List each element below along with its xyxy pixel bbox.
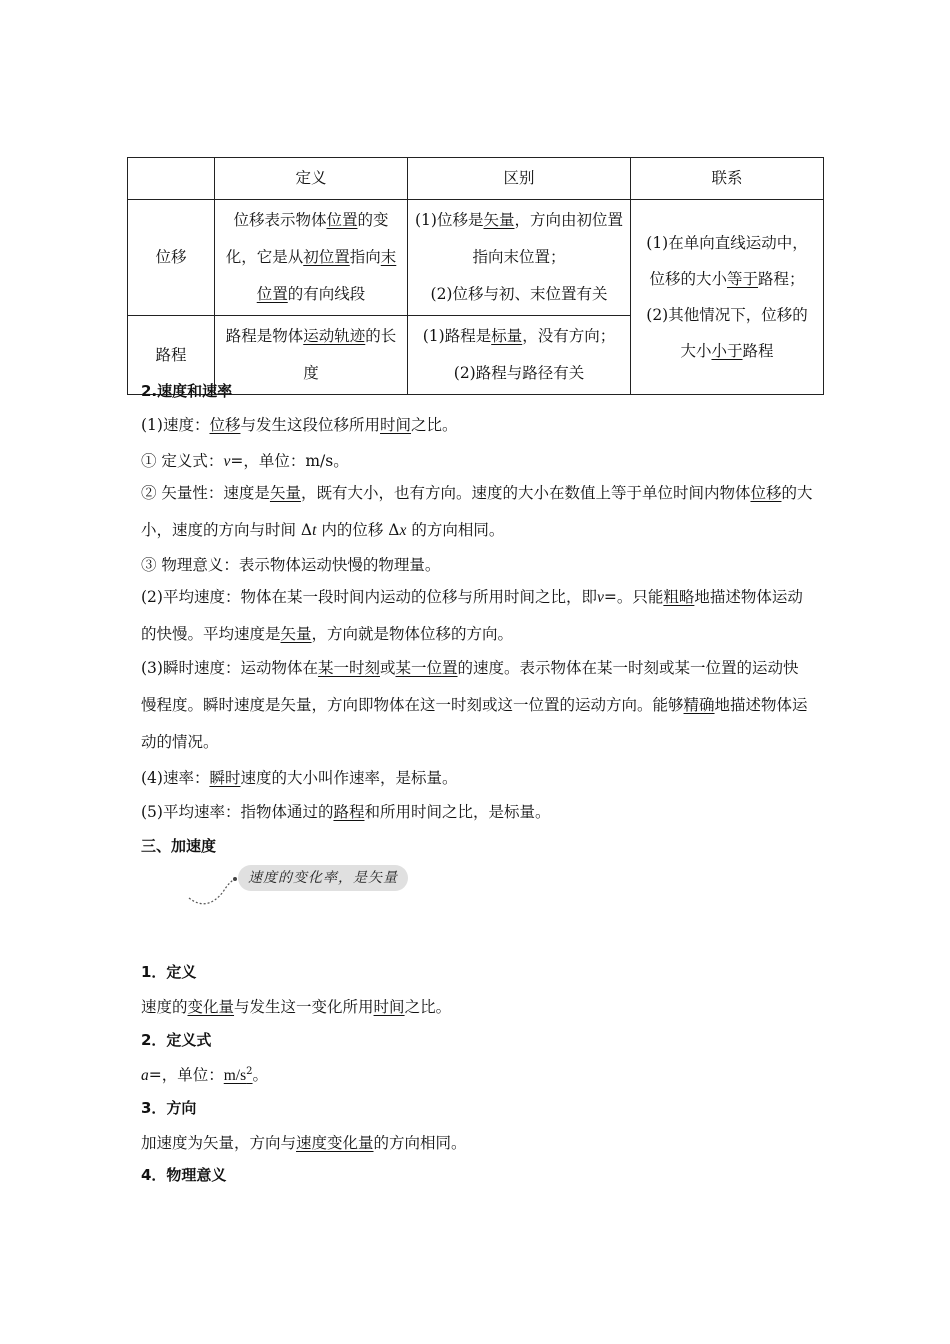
speed-formula: ① 定义式：v=，单位：m/s。	[141, 452, 349, 470]
table-row-displacement	[128, 200, 824, 316]
heading-direction: 3．方向	[141, 1099, 197, 1117]
section-heading-acceleration: 三、加速度	[141, 837, 217, 855]
header-definition: 定义	[215, 158, 408, 200]
header-relation: 联系	[631, 158, 824, 200]
displacement-difference: (1)位移是矢量，方向由初位置指向末位置； (2)位移与初、末位置有关	[408, 200, 631, 316]
speed-physical-meaning: ③ 物理意义：表示物体运动快慢的物理量。	[141, 556, 441, 574]
speed-vector-property: ② 矢量性：速度是矢量，既有大小，也有方向。速度的大小在数值上等于单位时间内物体位移的大小，速度的方向与时间 Δt 内的位移 Δx 的方向相同。	[141, 484, 813, 539]
comparison-table	[127, 157, 824, 395]
speed-rate: (4)速率：瞬时速度的大小叫作速率，是标量。	[141, 769, 458, 787]
instantaneous-velocity: (3)瞬时速度：运动物体在某一时刻或某一位置的速度。表示物体在某一时刻或某一位置的运动快慢程度。瞬时速度是矢量，方向即物体在这一时刻或这一位置的运动方向。能够精确地描述物体运动的情况。	[141, 659, 808, 751]
heading-formula: 2．定义式	[141, 1031, 212, 1049]
heading-physical-meaning: 4．物理意义	[141, 1166, 227, 1184]
header-difference: 区别	[408, 158, 631, 200]
row-label-distance: 路程	[128, 316, 215, 395]
heading-definition: 1．定义	[141, 963, 197, 981]
distance-difference: (1)路程是标量，没有方向； (2)路程与路径有关	[408, 316, 631, 395]
header-empty	[128, 158, 215, 200]
section-heading-speed: 2.速度和速率	[141, 382, 233, 400]
distance-definition: 路程是物体运动轨迹的长度	[215, 316, 408, 395]
acceleration-direction: 加速度为矢量，方向与速度变化量的方向相同。	[141, 1134, 467, 1152]
row-label-displacement: 位移	[128, 200, 215, 316]
annotation-callout: 速度的变化率，是矢量	[238, 865, 408, 891]
average-velocity: (2)平均速度：物体在某一段时间内运动的位移与所用时间之比，即v=。只能粗略地描述物体运动的快慢。平均速度是矢量，方向就是物体位移的方向。	[141, 588, 803, 643]
speed-definition: (1)速度：位移与发生这段位移所用时间之比。	[141, 416, 458, 434]
average-speed: (5)平均速率：指物体通过的路程和所用时间之比，是标量。	[141, 803, 551, 821]
acceleration-formula: a=，单位：$m/s^2$。	[141, 1065, 269, 1084]
displacement-definition: 位移表示物体位置的变化，它是从初位置指向末位置的有向线段	[215, 200, 408, 316]
acceleration-definition: 速度的变化量与发生这一变化所用时间之比。	[141, 998, 452, 1016]
table-header-row	[128, 158, 824, 200]
relation-cell: (1)在单向直线运动中， 位移的大小等于路程； (2)其他情况下，位移的 大小小于路程	[631, 200, 824, 395]
dotted-arrow-icon	[185, 868, 241, 908]
